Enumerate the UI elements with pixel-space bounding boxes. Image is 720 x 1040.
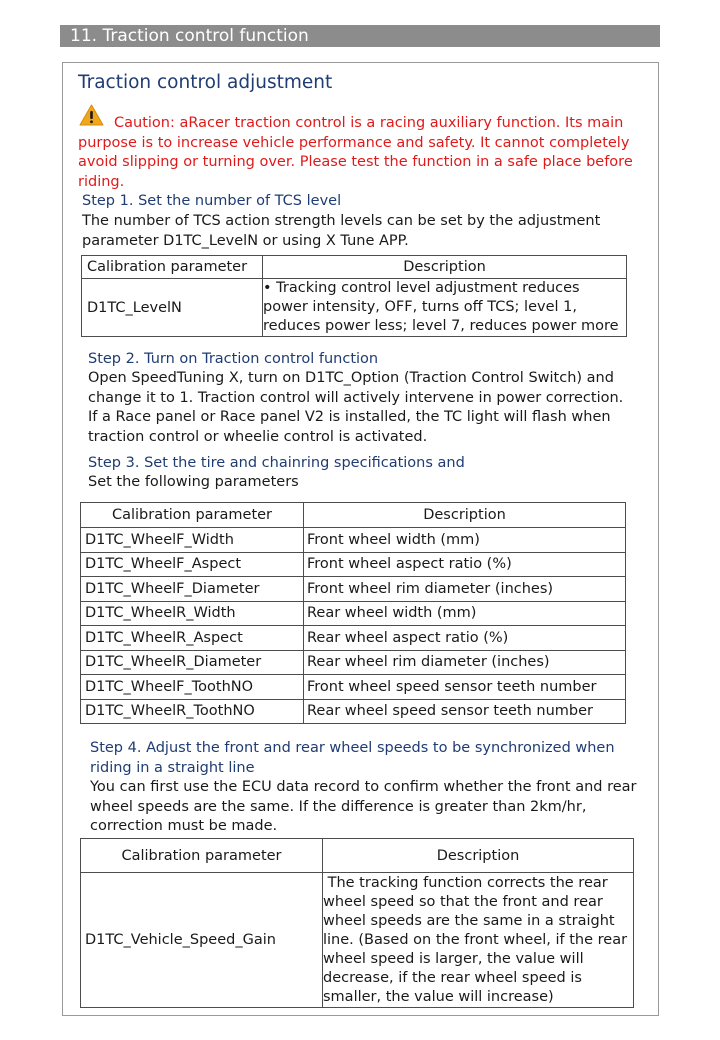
table-cell: D1TC_WheelF_ToothNO: [81, 675, 304, 700]
step4-text: You can first use the ECU data record to confirm whether the front and rear wheel speeds are the same. If the difference is greater than 2km/hr, correction must be made.: [90, 779, 637, 834]
table-cell: The tracking function corrects the rear wheel speed so that the front and rear wheel speeds are the same in a straight line. (Based on the front wheel, if the rear wheel speed is larger, the value will decrease, if the rear wheel speed is smaller, the value will increase): [323, 873, 634, 1008]
table-cell: D1TC_LevelN: [82, 279, 263, 337]
step3-text: Set the following parameters: [88, 474, 299, 490]
tcs-level-table: [81, 255, 627, 337]
table-cell: D1TC_WheelR_Aspect: [81, 626, 304, 651]
table-cell: • Tracking control level adjustment reduces power intensity, OFF, turns off TCS; level 1, reduces power less; level 7, reduces power more: [263, 279, 627, 337]
table-row: [81, 552, 626, 577]
table-cell: Front wheel speed sensor teeth number: [304, 675, 626, 700]
table-header: Description: [304, 503, 626, 528]
table-row: [81, 650, 626, 675]
section-header: 11. Traction control function: [60, 25, 660, 47]
step1-text: The number of TCS action strength levels can be set by the adjustment parameter D1TC_LevelN or using X Tune APP.: [82, 213, 601, 249]
table-cell: Rear wheel aspect ratio (%): [304, 626, 626, 651]
table-cell: Rear wheel width (mm): [304, 601, 626, 626]
table-row: [81, 601, 626, 626]
table-cell: D1TC_Vehicle_Speed_Gain: [81, 873, 323, 1008]
table-row: [81, 577, 626, 602]
table-cell: D1TC_WheelF_Diameter: [81, 577, 304, 602]
table-cell: Front wheel aspect ratio (%): [304, 552, 626, 577]
page-title: Traction control adjustment: [78, 72, 333, 93]
table-header: Description: [263, 256, 627, 279]
table-row: [81, 528, 626, 553]
table-cell: D1TC_WheelR_Diameter: [81, 650, 304, 675]
table-header: Calibration parameter: [81, 839, 323, 873]
step2-text: Open SpeedTuning X, turn on D1TC_Option (Traction Control Switch) and change it to 1. Traction control will actively intervene in power correction. If a Race panel or Race panel V2 is installed, the TC light will flash when traction control or wheelie control is activated.: [88, 370, 624, 445]
step2-title: Step 2. Turn on Traction control function: [88, 351, 379, 367]
step3-title: Step 3. Set the tire and chainring specifications and: [88, 455, 465, 471]
table-cell: Rear wheel speed sensor teeth number: [304, 699, 626, 724]
step4-title: Step 4. Adjust the front and rear wheel speeds to be synchronized when riding in a straight line: [90, 740, 615, 776]
table-row: [81, 675, 626, 700]
step1-title: Step 1. Set the number of TCS level: [82, 193, 342, 209]
table-cell: D1TC_WheelF_Aspect: [81, 552, 304, 577]
table-cell: Front wheel rim diameter (inches): [304, 577, 626, 602]
table-cell: Rear wheel rim diameter (inches): [304, 650, 626, 675]
table-cell: D1TC_WheelR_ToothNO: [81, 699, 304, 724]
table-header: Calibration parameter: [81, 503, 304, 528]
table-row: [81, 626, 626, 651]
table-row: [81, 699, 626, 724]
caution-text: Caution: aRacer traction control is a racing auxiliary function. Its main purpose is to increase vehicle performance and safety. It cannot completely avoid slipping or turning over. Please test the function in a safe place before riding.: [78, 115, 633, 190]
table-header: Calibration parameter: [82, 256, 263, 279]
speed-gain-table: [80, 838, 634, 1008]
table-cell: Front wheel width (mm): [304, 528, 626, 553]
tire-spec-table: [80, 502, 626, 724]
table-cell: D1TC_WheelF_Width: [81, 528, 304, 553]
table-cell: D1TC_WheelR_Width: [81, 601, 304, 626]
table-header: Description: [323, 839, 634, 873]
